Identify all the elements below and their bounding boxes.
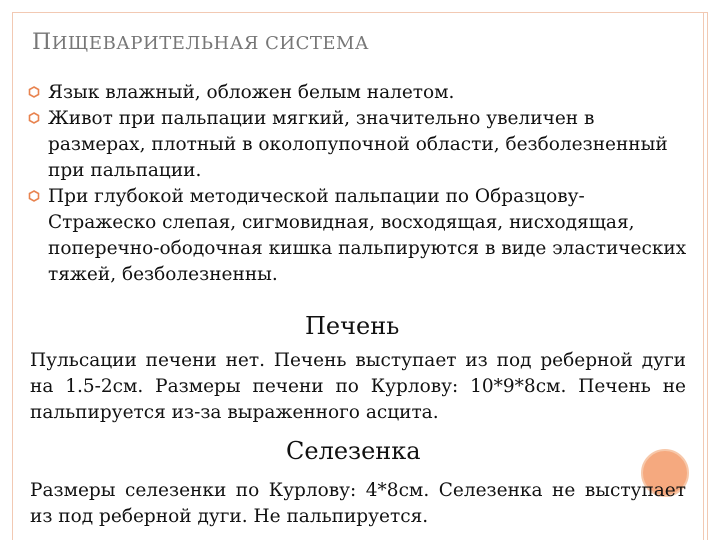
bullet-item <box>28 106 688 184</box>
slide-frame-top <box>12 12 708 13</box>
slide-frame-left <box>12 12 13 540</box>
slide-frame-right-inner <box>703 12 704 540</box>
spleen-paragraph: Размеры селезенки по Курлову: 4*8см. Селезенка не выступает из под реберной дуги. Не пальпируется. <box>30 480 686 527</box>
bullet-text: Язык влажный, обложен белым налетом. <box>48 82 455 103</box>
bullet-list <box>28 80 688 288</box>
liver-paragraph: Пульсации печени нет. Печень выступает из под реберной дуги на 1.5-2см. Размеры печени по Курлову: 10*9*8см. Печень не пальпируется из-за выраженного асцита. <box>30 350 686 423</box>
title-first-letter: П <box>32 30 52 55</box>
hexagon-bullet-icon <box>28 112 40 124</box>
hexagon-bullet-icon <box>28 86 40 98</box>
bullet-text: Живот при пальпации мягкий, значительно увеличен в размерах, плотный в околопупочной области, безболезненный при пальпации. <box>48 108 668 181</box>
spleen-heading: Селезенка <box>286 437 421 465</box>
hexagon-bullet-icon <box>28 190 40 202</box>
bullet-item <box>28 80 688 106</box>
liver-heading: Печень <box>305 312 400 340</box>
slide-title <box>32 30 369 55</box>
slide-frame-right <box>707 12 708 540</box>
bullet-text: При глубокой методической пальпации по Образцову-Стражеско слепая, сигмовидная, восходящая, нисходящая, поперечно-ободочная кишка пальпируются в виде эластических тяжей, безболезненны. <box>48 186 687 285</box>
title-rest: ИЩЕВАРИТЕЛЬНАЯ СИСТЕМА <box>51 33 370 54</box>
bullet-item <box>28 184 688 288</box>
